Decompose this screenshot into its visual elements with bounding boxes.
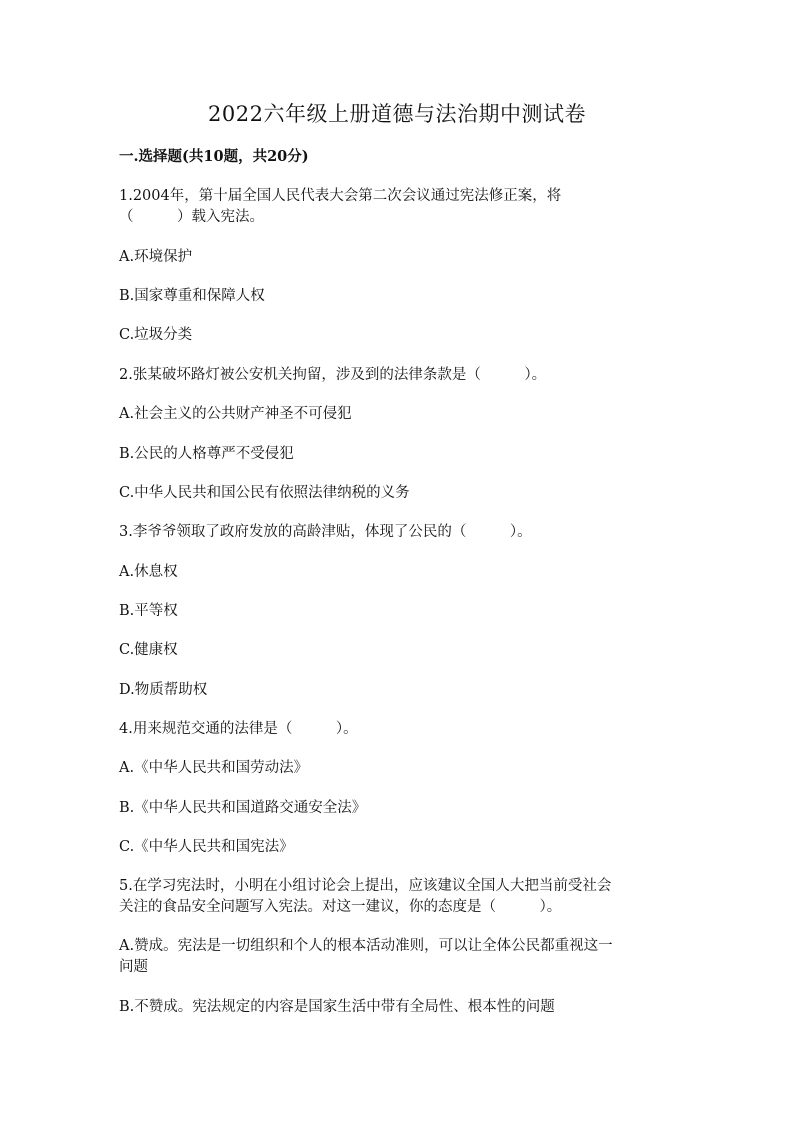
- question-1-option-a: A.环境保护: [119, 249, 193, 265]
- question-5-stem-line-1: 5.在学习宪法时，小明在小组讨论会上提出，应该建议全国人大把当前受社会: [119, 878, 612, 894]
- question-1-option-b: B.国家尊重和保障人权: [119, 288, 265, 304]
- question-4-option-c: C.《中华人民共和国宪法》: [119, 839, 294, 855]
- question-3-option-b: B.平等权: [119, 603, 178, 619]
- question-1-option-c: C.垃圾分类: [119, 327, 193, 343]
- question-4-option-b: B.《中华人民共和国道路交通安全法》: [119, 800, 367, 816]
- page-title: 2022六年级上册道德与法治期中测试卷: [208, 102, 586, 126]
- question-5-stem-line-2: 关注的食品安全问题写入宪法。对这一建议，你的态度是（ ）。: [119, 899, 562, 915]
- question-2-stem: 2.张某破坏路灯被公安机关拘留，涉及到的法律条款是（ ）。: [119, 367, 547, 383]
- question-1-stem-line-2: （ ）载入宪法。: [119, 209, 264, 225]
- section-heading: 一.选择题(共10题，共20分): [119, 148, 309, 165]
- question-5-option-a-line-2: 问题: [119, 959, 148, 975]
- question-5-option-b: B.不赞成。宪法规定的内容是国家生活中带有全局性、根本性的问题: [119, 999, 555, 1015]
- question-4-option-a: A.《中华人民共和国劳动法》: [119, 760, 309, 776]
- question-2-option-b: B.公民的人格尊严不受侵犯: [119, 446, 294, 462]
- question-3-option-c: C.健康权: [119, 642, 178, 658]
- question-5-option-a-line-1: A.赞成。宪法是一切组织和个人的根本活动准则，可以让全体公民都重视这一: [119, 938, 613, 954]
- question-3-option-a: A.休息权: [119, 564, 178, 580]
- question-4-stem: 4.用来规范交通的法律是（ ）。: [119, 721, 358, 737]
- question-2-option-a: A.社会主义的公共财产神圣不可侵犯: [119, 406, 352, 422]
- question-3-option-d: D.物质帮助权: [119, 682, 208, 698]
- question-2-option-c: C.中华人民共和国公民有依照法律纳税的义务: [119, 485, 410, 501]
- question-3-stem: 3.李爷爷领取了政府发放的高龄津贴，体现了公民的（ ）。: [119, 524, 532, 540]
- question-1-stem-line-1: 1.2004年，第十届全国人民代表大会第二次会议通过宪法修正案，将: [119, 188, 562, 204]
